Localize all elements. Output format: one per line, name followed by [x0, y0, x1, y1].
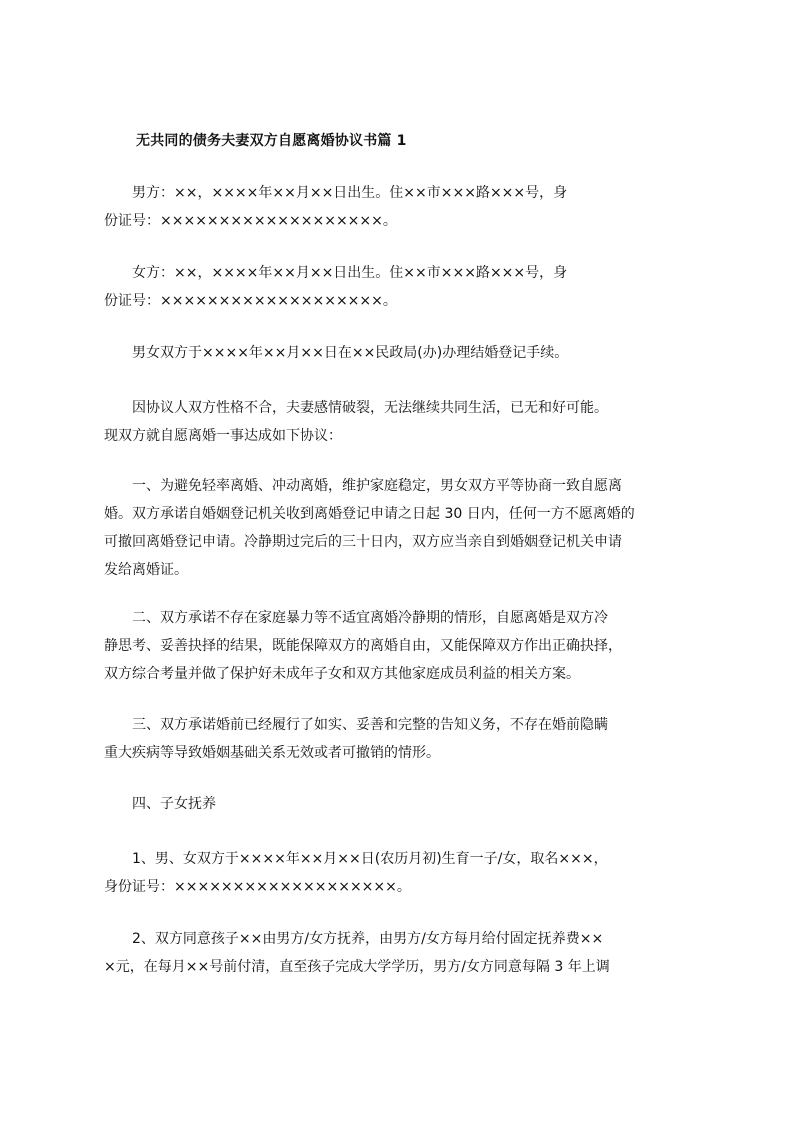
paragraph-clause-one [104, 472, 708, 584]
paragraph-husband-info [104, 179, 708, 235]
paragraph-line: 三、双方承诺婚前已经履行了如实、妥善和完整的告知义务，不存在婚前隐瞒 [104, 717, 608, 733]
paragraph-child-support [104, 925, 708, 981]
paragraph-line: 重大疾病等导致婚姻基础关系无效或者可撤销的情形。 [104, 745, 440, 761]
paragraph-child-info [104, 845, 708, 901]
paragraph-clause-two [104, 604, 708, 688]
paragraph-clause-three [104, 711, 708, 767]
paragraph-line: 身份证号：×××××××××××××××××××。 [104, 879, 411, 895]
paragraph-marriage-registration [104, 339, 708, 367]
paragraph-line: 份证号：×××××××××××××××××××。 [104, 293, 397, 309]
paragraph-line: 因协议人双方性格不合，夫妻感情破裂，无法继续共同生活，已无和好可能。 [104, 400, 608, 416]
paragraph-line: 女方：××，××××年××月××日出生。住××市×××路×××号，身 [104, 265, 568, 281]
paragraph-line: 份证号：×××××××××××××××××××。 [104, 213, 397, 229]
paragraph-line: 男方：××，××××年××月××日出生。住××市×××路×××号，身 [104, 185, 568, 201]
paragraph-line: 婚。双方承诺自婚姻登记机关收到离婚登记申请之日起 30 日内，任何一方不愿离婚的 [104, 506, 635, 522]
paragraph-wife-info [104, 259, 708, 315]
paragraph-line: 2、双方同意孩子××由男方/女方抚养，由男方/女方每月给付固定抚养费×× [104, 931, 604, 947]
section-heading: 四、子女抚养 [104, 796, 216, 812]
paragraph-line: 1、男、女双方于××××年××月××日(农历月初)生育一子/女，取名×××， [104, 851, 608, 867]
paragraph-divorce-reason [104, 394, 708, 450]
paragraph-line: 一、为避免轻率离婚、冲动离婚，维护家庭稳定，男女双方平等协商一致自愿离 [104, 478, 622, 494]
document-title: 无共同的债务夫妻双方自愿离婚协议书篇 1 [136, 133, 407, 149]
paragraph-line: 可撤回离婚登记申请。冷静期过完后的三十日内，双方应当亲自到婚姻登记机关申请 [104, 534, 622, 550]
paragraph-section-child-custody [104, 790, 708, 818]
paragraph-line: 双方综合考量并做了保护好未成年子女和双方其他家庭成员利益的相关方案。 [104, 666, 580, 682]
paragraph-line: 二、双方承诺不存在家庭暴力等不适宜离婚冷静期的情形，自愿离婚是双方冷 [104, 610, 608, 626]
paragraph-line: 现双方就自愿离婚一事达成如下协议： [104, 428, 342, 444]
paragraph-line: 发给离婚证。 [104, 562, 188, 578]
paragraph-line: 男女双方于××××年××月××日在××民政局(办)办理结婚登记手续。 [104, 345, 569, 361]
paragraph-line: 静思考、妥善抉择的结果，既能保障双方的离婚自由，又能保障双方作出正确抉择， [104, 638, 622, 654]
paragraph-line: ×元，在每月××号前付清，直至孩子完成大学学历，男方/女方同意每隔 3 年上调 [104, 959, 610, 975]
